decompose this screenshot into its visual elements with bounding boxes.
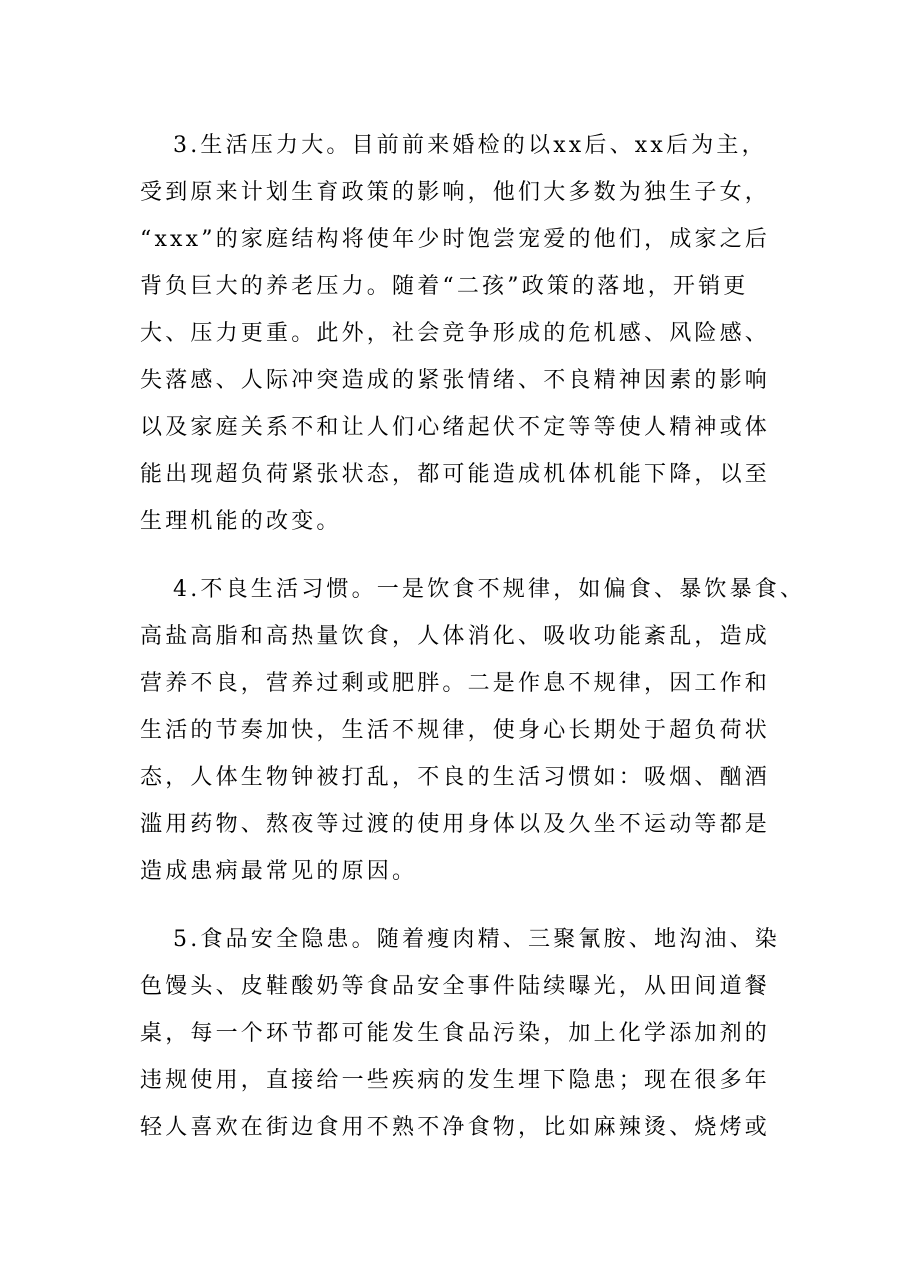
text-line: 4.不良生活习惯。一是饮食不规律，如偏食、暴饮暴食、 (173, 577, 806, 602)
text-line: 失落感、人际冲突造成的紧张情绪、不良精神因素的影响 (140, 368, 771, 393)
text-line: 生理机能的改变。 (140, 509, 342, 534)
text-line: 3.生活压力大。目前前来婚检的以xx后、xx后为主， (173, 133, 767, 158)
text-line: 大、压力更重。此外，社会竞争形成的危机感、风险感、 (140, 321, 771, 346)
text-line: 营养不良，营养过剩或肥胖。二是作息不规律，因工作和 (140, 671, 771, 696)
text-line: “xxx”的家庭结构将使年少时饱尝宠爱的他们，成家之后 (140, 227, 771, 252)
text-line: 受到原来计划生育政策的影响，他们大多数为独生子女， (140, 180, 771, 205)
text-line: 以及家庭关系不和让人们心绪起伏不定等等使人精神或体 (140, 415, 771, 440)
text-line: 轻人喜欢在街边食用不熟不净食物，比如麻辣烫、烧烤或 (140, 1115, 771, 1140)
text-line: 违规使用，直接给一些疾病的发生埋下隐患；现在很多年 (140, 1068, 771, 1093)
text-line: 能出现超负荷紧张状态，都可能造成机体机能下降，以至 (140, 462, 771, 487)
text-line: 态，人体生物钟被打乱，不良的生活习惯如：吸烟、酗酒 (140, 765, 771, 790)
text-line: 色馒头、皮鞋酸奶等食品安全事件陆续曝光，从田间道餐 (140, 974, 771, 999)
text-line: 高盐高脂和高热量饮食，人体消化、吸收功能紊乱，造成 (140, 624, 771, 649)
text-line: 生活的节奏加快，生活不规律，使身心长期处于超负荷状 (140, 718, 771, 743)
text-line: 背负巨大的养老压力。随着“二孩”政策的落地，开销更 (140, 274, 749, 299)
text-line: 桌，每一个环节都可能发生食品污染，加上化学添加剂的 (140, 1021, 771, 1046)
text-line: 滥用药物、熬夜等过渡的使用身体以及久坐不运动等都是 (140, 812, 771, 837)
text-line: 造成患病最常见的原因。 (140, 859, 418, 884)
text-line: 5.食品安全隐患。随着瘦肉精、三聚氰胺、地沟油、染 (173, 927, 780, 952)
